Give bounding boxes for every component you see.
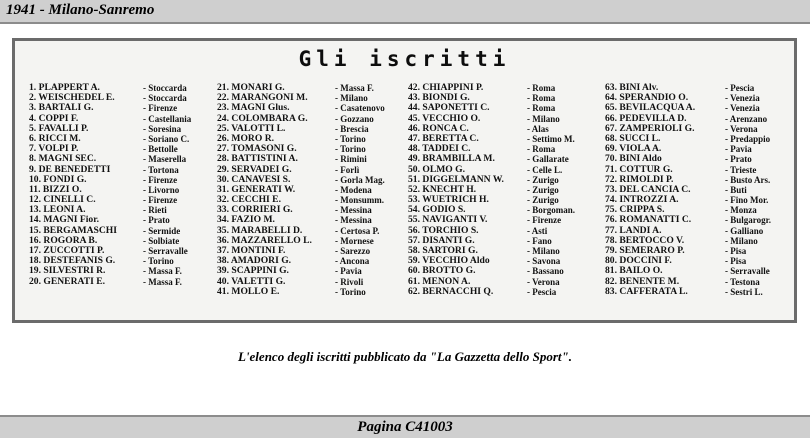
entrant-name: 65. BEVILACQUA A. <box>605 103 696 114</box>
entrant-name: 6. RICCI M. <box>29 133 81 144</box>
entrant-name: 81. BAILO O. <box>605 266 663 277</box>
entrant-name: 45. VECCHIO O. <box>408 113 481 124</box>
entrant-city: - Torino <box>335 133 366 144</box>
entrant-name: 40. VALETTI G. <box>217 276 286 287</box>
entrant-city: - Asti <box>527 225 548 236</box>
entrant-city: - Venezia <box>725 103 760 114</box>
entrant-city: - Monsumm. <box>335 195 384 206</box>
entrant-city: - Roma <box>527 93 556 104</box>
entrant-name: 27. TOMASONI G. <box>217 144 297 155</box>
entrant-name: 29. SERVADEI G. <box>217 164 292 175</box>
entrant-name: 2. WEISCHEDEL E. <box>29 93 115 104</box>
entrant-city: - Massa F. <box>335 83 374 93</box>
entrant-name: 37. MONTINI F. <box>217 246 286 256</box>
entrant-name: 32. CECCHI E. <box>217 195 281 206</box>
entrant-name: 50. OLMO G. <box>408 164 466 175</box>
entrant-name: 46. RONCA C. <box>408 123 469 134</box>
page-title: 1941 - Milano-Sanremo <box>6 2 155 18</box>
entrant-name: 48. TADDEI C. <box>408 144 471 155</box>
entrant-city: - Brescia <box>335 123 369 134</box>
entrant-name: 79. SEMERARO P. <box>605 246 685 256</box>
entrant-city: - Firenze <box>143 174 178 185</box>
entrant-city: - Borgoman. <box>527 205 575 216</box>
entrant-name: 3. BARTALI G. <box>29 103 94 114</box>
entrant-city: - Firenze <box>527 215 562 226</box>
entrant-name: 82. BENENTE M. <box>605 276 680 287</box>
entrant-name: 68. SUCCI L. <box>605 133 661 144</box>
entrant-city: - Pisa <box>725 256 747 267</box>
entrant-name: 52. KNECHT H. <box>408 184 477 195</box>
entrant-city: - Celle L. <box>527 164 563 175</box>
entrant-name: 41. MOLLO E. <box>217 286 280 297</box>
entrant-name: 18. DESTEFANIS G. <box>29 256 116 267</box>
entrant-name: 42. CHIAPPINI P. <box>408 83 484 93</box>
entrant-city: - Serravalle <box>725 266 770 277</box>
entrant-city: - Prato <box>143 215 170 226</box>
entrant-name: 20. GENERATI E. <box>29 276 106 287</box>
entrant-city: - Zurigo <box>527 184 559 195</box>
entrant-city: - Castellania <box>143 113 192 124</box>
entrant-name: 67. ZAMPERIOLI G. <box>605 123 695 134</box>
entrant-city: - Roma <box>527 103 556 114</box>
entrant-name: 14. MAGNI Fior. <box>29 215 99 226</box>
entrant-city: - Predappio <box>725 133 771 144</box>
entrant-city: - Settimo M. <box>527 133 575 144</box>
entrant-name: 9. DE BENEDETTI <box>29 164 111 175</box>
entrant-name: 64. SPERANDIO O. <box>605 93 689 104</box>
entrant-city: - Firenze <box>143 195 178 206</box>
entrant-city: - Buti <box>725 184 747 195</box>
entrant-city: - Ancona <box>335 256 370 267</box>
entrant-city: - Livorno <box>143 184 180 195</box>
entrant-name: 33. CORRIERI G. <box>217 205 293 216</box>
entrant-city: - Fino Mor. <box>725 195 769 206</box>
entrant-city: - Roma <box>527 144 556 155</box>
entrant-name: 75. CRIPPA S. <box>605 205 665 216</box>
entrant-name: 7. VOLPI P. <box>29 144 79 155</box>
entrant-name: 35. MARABELLI D. <box>217 225 303 236</box>
entrant-name: 69. VIOLA A. <box>605 144 662 155</box>
entrant-city: - Serravalle <box>143 246 188 256</box>
entrant-name: 17. ZUCCOTTI P. <box>29 246 105 256</box>
entrant-city: - Zurigo <box>527 195 559 206</box>
entrant-city: - Torino <box>335 286 366 297</box>
entrant-city: - Verona <box>725 123 758 134</box>
entrant-city: - Pisa <box>725 246 747 256</box>
entrant-name: 43. BIONDI G. <box>408 93 470 104</box>
entrant-city: - Milano <box>527 246 560 256</box>
entrant-name: 21. MONARI G. <box>217 83 285 93</box>
entrant-name: 77. LANDI A. <box>605 225 662 236</box>
entrant-city: - Torino <box>143 256 174 267</box>
entrant-city: - Monza <box>725 205 757 216</box>
footer-bar <box>0 415 810 438</box>
entrant-city: - Milano <box>527 113 560 124</box>
entrant-city: - Venezia <box>725 93 760 104</box>
entrant-name: 23. MAGNI Glus. <box>217 103 290 114</box>
entrant-city: - Firenze <box>143 103 178 114</box>
entrant-name: 51. DIGGELMANN W. <box>408 174 504 185</box>
entrant-name: 34. FAZIO M. <box>217 215 275 226</box>
entrant-city: - Milano <box>335 93 368 104</box>
entrant-name: 10. FONDI G. <box>29 174 87 185</box>
entrant-name: 26. MORO R. <box>217 133 275 144</box>
entrant-city: - Pavia <box>725 144 752 155</box>
entrant-city: - Massa F. <box>143 276 182 287</box>
entrant-city: - Pescia <box>527 286 557 297</box>
entrant-city: - Mornese <box>335 235 374 246</box>
entrant-city: - Rimini <box>335 154 367 165</box>
entrant-city: - Testona <box>725 276 760 287</box>
entrant-name: 28. BATTISTINI A. <box>217 154 298 165</box>
entrant-city: - Sestri L. <box>725 286 763 297</box>
entrant-city: - Zurigo <box>527 174 559 185</box>
entrant-city: - Casatenovo <box>335 103 385 114</box>
entrant-name: 25. VALOTTI L. <box>217 123 286 134</box>
entrant-name: 13. LEONI A. <box>29 205 86 216</box>
entrant-city: - Trieste <box>725 164 757 175</box>
entrant-name: 19. SILVESTRI R. <box>29 266 106 277</box>
entrant-city: - Torino <box>335 144 366 155</box>
entrant-city: - Arenzano <box>725 113 768 124</box>
entrant-city: - Gozzano <box>335 113 374 124</box>
entrant-city: - Fano <box>527 235 552 246</box>
entrant-name: 60. BROTTO G. <box>408 266 476 277</box>
entrant-name: 80. DOCCINI F. <box>605 256 672 267</box>
entrant-city: - Certosa P. <box>335 225 380 236</box>
entrant-name: 30. CANAVESI S. <box>217 174 291 185</box>
entrant-name: 4. COPPI F. <box>29 113 79 124</box>
entrant-city: - Rivoli <box>335 276 364 287</box>
entrant-city: - Bassano <box>527 266 564 277</box>
entrant-name: 76. ROMANATTI C. <box>605 215 692 226</box>
header-bar <box>0 0 810 24</box>
entrant-city: - Sarezzo <box>335 246 371 256</box>
entrant-name: 36. MAZZARELLO L. <box>217 235 312 246</box>
entrant-name: 39. SCAPPINI G. <box>217 266 289 277</box>
entrant-city: - Soriano C. <box>143 133 190 144</box>
entrant-name: 16. ROGORA B. <box>29 235 98 246</box>
entrant-city: - Galliano <box>725 225 764 236</box>
entrant-city: - Modena <box>335 184 372 195</box>
entrant-name: 74. INTROZZI A. <box>605 195 679 206</box>
entrant-name: 70. BINI Aldo <box>605 154 662 165</box>
entrant-city: - Messina <box>335 215 372 226</box>
entrant-city: - Tortona <box>143 164 179 175</box>
entrant-city: - Messina <box>335 205 372 216</box>
entrant-name: 11. BIZZI O. <box>29 184 82 195</box>
entrant-city: - Maserella <box>143 154 187 165</box>
entrant-name: 38. AMADORI G. <box>217 256 292 267</box>
entrant-city: - Pavia <box>335 266 362 277</box>
entrant-city: - Massa F. <box>143 266 182 277</box>
entrant-name: 71. COTTUR G. <box>605 164 673 175</box>
entrant-city: - Alas <box>527 123 549 134</box>
entrant-name: 54. GODIO S. <box>408 205 466 216</box>
entrant-name: 22. MARANGONI M. <box>217 93 308 104</box>
entrant-name: 57. DISANTI G. <box>408 235 475 246</box>
entrant-name: 8. MAGNI SEC. <box>29 154 97 165</box>
entrant-name: 56. TORCHIO S. <box>408 225 479 236</box>
clipping-heading: Gli iscritti <box>298 47 511 71</box>
entrant-name: 44. SAPONETTI C. <box>408 103 490 114</box>
entrant-city: - Soresina <box>143 123 182 134</box>
entrant-city: - Busto Ars. <box>725 174 771 185</box>
entrant-name: 59. VECCHIO Aldo <box>408 256 490 267</box>
entrant-city: - Forlì <box>335 164 360 175</box>
entrant-name: 47. BERETTA C. <box>408 133 479 144</box>
clipping-caption: L'elenco degli iscritti pubblicato da "La Gazzetta dello Sport". <box>237 349 572 364</box>
entrant-city: - Prato <box>725 154 752 165</box>
entrant-name: 55. NAVIGANTI V. <box>408 215 488 226</box>
entrant-city: - Bettolle <box>143 144 178 155</box>
entrant-name: 58. SARTORI G. <box>408 246 478 256</box>
entrant-city: - Roma <box>527 83 556 93</box>
newspaper-clipping <box>12 38 797 323</box>
entrant-name: 72. RIMOLDI P. <box>605 174 674 185</box>
entrant-name: 49. BRAMBILLA M. <box>408 154 495 165</box>
entrant-city: - Bulgarogr. <box>725 215 772 226</box>
entrant-name: 24. COLOMBARA G. <box>217 113 308 124</box>
entrant-city: - Verona <box>527 276 560 287</box>
entrant-city: - Stoccarda <box>143 83 187 93</box>
entrant-name: 78. BERTOCCO V. <box>605 235 685 246</box>
entrant-name: 53. WUETRICH H. <box>408 195 489 206</box>
entrant-name: 12. CINELLI C. <box>29 195 96 206</box>
entrant-city: - Pescia <box>725 83 755 93</box>
entrant-name: 61. MENON A. <box>408 276 471 287</box>
entrant-city: - Solbiate <box>143 235 180 246</box>
entrant-name: 63. BINI Alv. <box>605 83 659 93</box>
entrant-name: 83. CAFFERATA L. <box>605 286 688 297</box>
entrant-name: 62. BERNACCHI Q. <box>408 286 494 297</box>
entrant-name: 66. PEDEVILLA D. <box>605 113 687 124</box>
entrant-name: 1. PLAPPERT A. <box>29 83 100 93</box>
entrant-city: - Stoccarda <box>143 93 187 104</box>
entrant-name: 15. BERGAMASCHI <box>29 225 117 236</box>
entrant-city: - Milano <box>725 235 758 246</box>
entrant-name: 73. DEL CANCIA C. <box>605 184 691 195</box>
entrant-city: - Gallarate <box>527 154 569 165</box>
entrant-city: - Gorla Mag. <box>335 174 385 185</box>
entrant-name: 31. GENERATI W. <box>217 184 296 195</box>
page-number-label: Pagina C41003 <box>357 419 453 435</box>
entrant-name: 5. FAVALLI P. <box>29 123 89 134</box>
entrant-city: - Savona <box>527 256 561 267</box>
entrant-city: - Sermide <box>143 225 181 236</box>
entrant-city: - Rieti <box>143 205 167 216</box>
